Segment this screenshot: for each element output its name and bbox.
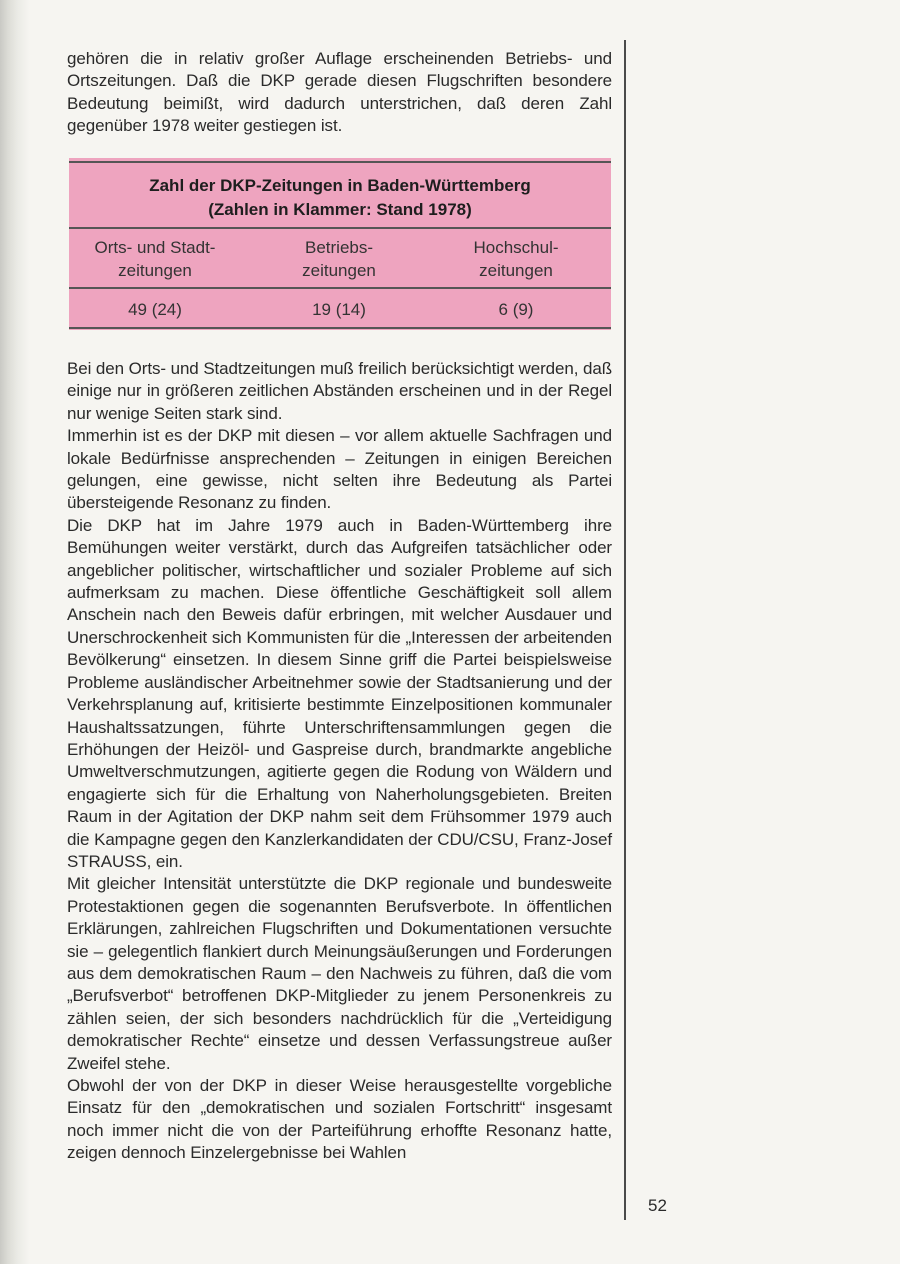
paragraph: Obwohl der von der DKP in dieser Weise herausgestellte vorgebliche Einsatz für den „demokratischen und sozialen Fortschritt“ insgesamt noch immer nicht die von der Parteiführung erhoffte Resonanz hatte, zeigen dennoch Einzelergebnisse bei Wahlen: [67, 1076, 612, 1163]
table-header-line: Betriebs-: [304, 238, 374, 257]
table-value-betriebs: 19 (14): [312, 300, 366, 319]
table-title-line-1: Zahl der DKP-Zeitungen in Baden-Württemberg: [149, 176, 531, 195]
table-header-betriebs: [249, 236, 429, 282]
table-header-orts-stadt: [65, 236, 245, 282]
margin-rule: [624, 40, 626, 1220]
table-title-line-2: (Zahlen in Klammer: Stand 1978): [208, 200, 472, 219]
table-header-line: Orts- und Stadt-: [94, 238, 216, 257]
paragraph: Bei den Orts- und Stadtzeitungen muß freilich berücksichtigt werden, daß einige nur in größeren zeitlichen Abständen erscheinen und in der Regel nur wenige Seiten stark sind.: [67, 359, 612, 423]
paragraph: Die DKP hat im Jahre 1979 auch in Baden-Württemberg ihre Bemühungen weiter verstärkt, durch das Aufgreifen tatsächlicher oder angeblicher politischer, wirtschaftlicher und sozialer Probleme auf sich aufmerksam zu machen. Diese öffentliche Geschäftigkeit soll allem Anschein nach den Beweis dafür erbringen, mit welcher Ausdauer und Unerschrockenheit sich Kommunisten für die „Interessen der arbeitenden Bevölkerung“ einsetzen. In diesem Sinne griff die Partei beispielsweise Probleme ausländischer Arbeitnehmer sowie der Stadtsanierung und der Verkehrsplanung auf, kritisierte bestimmte Einzelpositionen kommunaler Haushaltssatzungen, führte Unterschriftensammlungen gegen die Erhöhungen der Heizöl- und Gaspreise durch, brandmarkte angebliche Umweltverschmutzungen, agitierte gegen die Rodung von Wäldern und engagierte sich für die Erhaltung von Naherholungsgebieten. Breiten Raum in der Agitation der DKP nahm seit dem Frühsommer 1979 auch die Kampagne gegen den Kanzlerkandidaten der CDU/CSU, Franz-Josef STRAUSS, ein.: [67, 515, 612, 871]
table-bottom-rule: [69, 327, 611, 329]
paragraph: Immerhin ist es der DKP mit diesen – vor allem aktuelle Sachfragen und lokale Bedürfnisse ansprechenden – Zeitungen in einigen Bereichen gelungen, eine gewisse, nicht selten ihre Bedeutung als Partei übersteigende Resonanz zu finden.: [67, 426, 612, 513]
newspaper-count-table: [69, 158, 611, 330]
top-paragraph: gehören die in relativ großer Auflage erscheinenden Betriebs- und Ortszeitungen. Daß die DKP gerade diesen Flugschriften besondere Bedeutung beimißt, wird dadurch unterstrichen, daß deren Zahl gegenüber 1978 weiter gestiegen ist.: [67, 49, 612, 136]
table-header-hochschul: [426, 236, 606, 282]
table-header-line: zeitungen: [118, 261, 192, 280]
table-header-line: Hochschul-: [473, 238, 559, 257]
table-header-rule: [69, 227, 611, 229]
paragraph: Mit gleicher Intensität unterstützte die DKP regionale und bundesweite Protestaktionen gegen die sogenannten Berufsverbote. In öffentlichen Erklärungen, zahlreichen Flugschriften und Dokumentationen versuchte sie – gelegentlich flankiert durch Meinungsäußerungen und Forderungen aus dem demokratischen Raum – den Nachweis zu führen, daß die vom „Berufsverbot“ betroffenen DKP-Mitglieder zu jenem Personenkreis zu zählen seien, der sich besonders nachdrücklich für die „Verteidigung demokratischer Rechte“ einsetze und dessen Verfassungstreue außer Zweifel stehe.: [67, 874, 612, 1073]
table-title: [69, 174, 611, 222]
table-value-orts-stadt: 49 (24): [128, 300, 182, 319]
table-top-rule: [69, 161, 611, 163]
table-header-line: zeitungen: [479, 261, 553, 280]
page-number: 52: [648, 1196, 667, 1215]
table-value-hochschul: 6 (9): [498, 300, 534, 319]
table-header-line: zeitungen: [302, 261, 376, 280]
table-values-rule: [69, 287, 611, 289]
body-text: [67, 358, 612, 1165]
page-binding-shadow: [0, 0, 30, 1264]
